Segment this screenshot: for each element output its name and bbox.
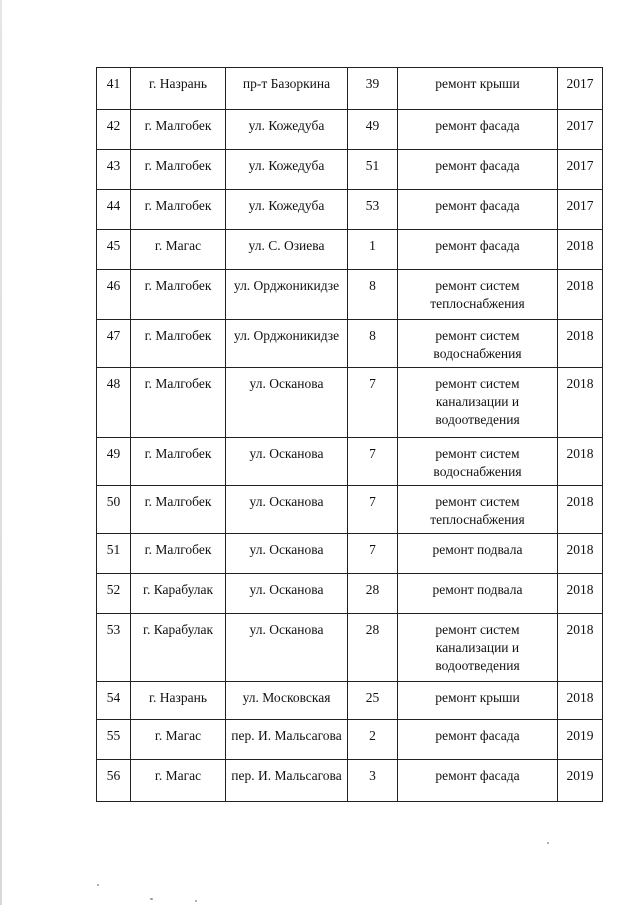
work-type-cell — [398, 110, 558, 150]
work-type-line: канализации и — [435, 394, 520, 409]
work-type-line: ремонт подвала — [432, 582, 523, 597]
street-cell: пер. И. Мальсагова — [226, 720, 348, 760]
work-type-line: ремонт фасада — [435, 728, 520, 743]
year-cell: 2018 — [558, 574, 603, 614]
house-number-cell: 39 — [348, 68, 398, 110]
row-number-cell: 50 — [97, 486, 131, 534]
row-number-cell: 51 — [97, 534, 131, 574]
work-type-line: ремонт подвала — [432, 542, 523, 557]
house-number-cell: 7 — [348, 486, 398, 534]
work-type-cell — [398, 368, 558, 438]
work-type-cell — [398, 270, 558, 320]
city-cell: г. Малгобек — [131, 190, 226, 230]
row-number-cell: 55 — [97, 720, 131, 760]
row-number-cell: 48 — [97, 368, 131, 438]
house-number-cell: 2 — [348, 720, 398, 760]
work-type-line: ремонт систем — [435, 622, 520, 637]
city-cell: г. Малгобек — [131, 438, 226, 486]
work-type-line: водоотведения — [435, 658, 520, 673]
table-row — [97, 720, 603, 760]
table-row — [97, 682, 603, 720]
city-cell: г. Малгобек — [131, 110, 226, 150]
street-cell: пр-т Базоркина — [226, 68, 348, 110]
house-number-cell: 7 — [348, 438, 398, 486]
table-row — [97, 190, 603, 230]
city-cell: г. Карабулак — [131, 614, 226, 682]
table-row — [97, 110, 603, 150]
year-cell: 2018 — [558, 438, 603, 486]
street-cell: ул. Осканова — [226, 614, 348, 682]
row-number-cell: 42 — [97, 110, 131, 150]
scan-speck — [97, 884, 99, 886]
work-type-line: ремонт фасада — [435, 198, 520, 213]
city-cell: г. Малгобек — [131, 270, 226, 320]
row-number-cell: 46 — [97, 270, 131, 320]
table-row — [97, 486, 603, 534]
work-type-cell — [398, 720, 558, 760]
house-number-cell: 7 — [348, 368, 398, 438]
house-number-cell: 28 — [348, 614, 398, 682]
work-type-line: ремонт фасада — [435, 158, 520, 173]
house-number-cell: 3 — [348, 760, 398, 802]
work-type-line: водоснабжения — [433, 464, 522, 479]
year-cell: 2018 — [558, 682, 603, 720]
table-row — [97, 760, 603, 802]
year-cell: 2018 — [558, 230, 603, 270]
work-type-line: ремонт систем — [435, 376, 520, 391]
scan-speck — [547, 842, 549, 844]
city-cell: г. Назрань — [131, 68, 226, 110]
work-type-line: ремонт фасада — [435, 768, 520, 783]
work-type-line: теплоснабжения — [430, 512, 525, 527]
year-cell: 2018 — [558, 270, 603, 320]
row-number-cell: 52 — [97, 574, 131, 614]
work-type-line: ремонт систем — [435, 494, 520, 509]
city-cell: г. Назрань — [131, 682, 226, 720]
year-cell: 2019 — [558, 720, 603, 760]
scan-page-edge — [0, 0, 2, 905]
row-number-cell: 44 — [97, 190, 131, 230]
city-cell: г. Магас — [131, 230, 226, 270]
street-cell: ул. Орджоникидзе — [226, 270, 348, 320]
table-row — [97, 68, 603, 110]
street-cell: ул. Кожедуба — [226, 110, 348, 150]
row-number-cell: 43 — [97, 150, 131, 190]
table-row — [97, 230, 603, 270]
street-cell: ул. Осканова — [226, 486, 348, 534]
street-cell: ул. С. Озиева — [226, 230, 348, 270]
work-type-line: ремонт систем — [435, 446, 520, 461]
work-type-line: ремонт фасада — [435, 238, 520, 253]
city-cell: г. Магас — [131, 720, 226, 760]
street-cell: ул. Осканова — [226, 368, 348, 438]
work-type-line: водоснабжения — [433, 346, 522, 361]
work-type-cell — [398, 150, 558, 190]
row-number-cell: 49 — [97, 438, 131, 486]
house-number-cell: 53 — [348, 190, 398, 230]
street-cell: ул. Осканова — [226, 438, 348, 486]
city-cell: г. Малгобек — [131, 486, 226, 534]
row-number-cell: 45 — [97, 230, 131, 270]
house-number-cell: 25 — [348, 682, 398, 720]
work-type-cell — [398, 230, 558, 270]
street-cell: пер. И. Мальсагова — [226, 760, 348, 802]
city-cell: г. Малгобек — [131, 150, 226, 190]
work-type-line: ремонт систем — [435, 328, 520, 343]
street-cell: ул. Осканова — [226, 574, 348, 614]
work-type-line: водоотведения — [435, 412, 520, 427]
row-number-cell: 53 — [97, 614, 131, 682]
house-number-cell: 51 — [348, 150, 398, 190]
year-cell: 2018 — [558, 614, 603, 682]
table-row — [97, 368, 603, 438]
work-type-line: ремонт систем — [435, 278, 520, 293]
work-type-line: ремонт фасада — [435, 118, 520, 133]
table-row — [97, 614, 603, 682]
work-type-cell — [398, 486, 558, 534]
year-cell: 2018 — [558, 486, 603, 534]
street-cell: ул. Кожедуба — [226, 150, 348, 190]
city-cell: г. Малгобек — [131, 320, 226, 368]
city-cell: г. Малгобек — [131, 534, 226, 574]
table-row — [97, 574, 603, 614]
city-cell: г. Магас — [131, 760, 226, 802]
year-cell: 2019 — [558, 760, 603, 802]
table-row — [97, 270, 603, 320]
table-body — [97, 68, 603, 802]
row-number-cell: 41 — [97, 68, 131, 110]
repair-schedule-table — [96, 67, 603, 802]
year-cell: 2018 — [558, 320, 603, 368]
work-type-line: канализации и — [435, 640, 520, 655]
work-type-cell — [398, 438, 558, 486]
street-cell: ул. Осканова — [226, 534, 348, 574]
work-type-cell — [398, 68, 558, 110]
work-type-cell — [398, 534, 558, 574]
row-number-cell: 47 — [97, 320, 131, 368]
work-type-cell — [398, 190, 558, 230]
house-number-cell: 28 — [348, 574, 398, 614]
city-cell: г. Карабулак — [131, 574, 226, 614]
work-type-cell — [398, 320, 558, 368]
house-number-cell: 49 — [348, 110, 398, 150]
table-row — [97, 150, 603, 190]
table-row — [97, 534, 603, 574]
work-type-line: ремонт крыши — [435, 690, 520, 705]
row-number-cell: 54 — [97, 682, 131, 720]
house-number-cell: 7 — [348, 534, 398, 574]
work-type-cell — [398, 682, 558, 720]
year-cell: 2018 — [558, 534, 603, 574]
house-number-cell: 8 — [348, 270, 398, 320]
work-type-cell — [398, 760, 558, 802]
table-row — [97, 438, 603, 486]
row-number-cell: 56 — [97, 760, 131, 802]
street-cell: ул. Кожедуба — [226, 190, 348, 230]
year-cell: 2017 — [558, 190, 603, 230]
year-cell: 2018 — [558, 368, 603, 438]
scan-speck — [150, 898, 153, 900]
table-row — [97, 320, 603, 368]
year-cell: 2017 — [558, 68, 603, 110]
city-cell: г. Малгобек — [131, 368, 226, 438]
scan-speck — [195, 900, 197, 902]
year-cell: 2017 — [558, 150, 603, 190]
work-type-line: теплоснабжения — [430, 296, 525, 311]
year-cell: 2017 — [558, 110, 603, 150]
house-number-cell: 8 — [348, 320, 398, 368]
street-cell: ул. Орджоникидзе — [226, 320, 348, 368]
work-type-line: ремонт крыши — [435, 76, 520, 91]
house-number-cell: 1 — [348, 230, 398, 270]
work-type-cell — [398, 574, 558, 614]
street-cell: ул. Московская — [226, 682, 348, 720]
work-type-cell — [398, 614, 558, 682]
